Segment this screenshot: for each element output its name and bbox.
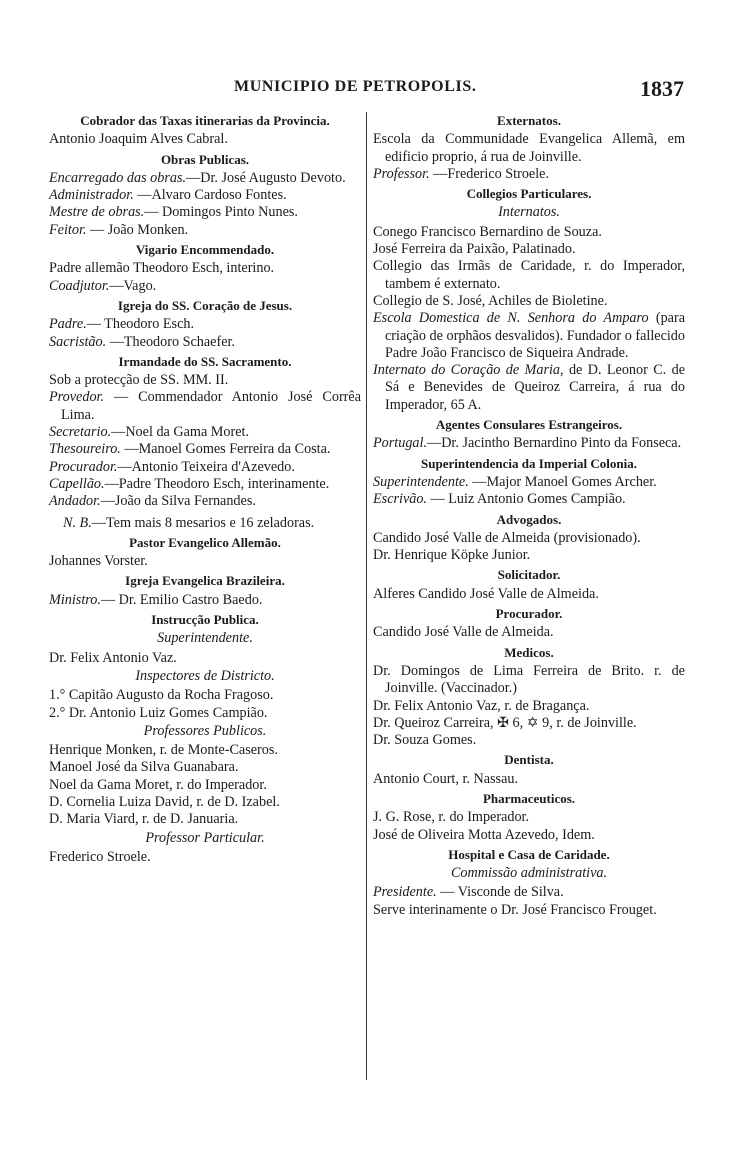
entry-text: D. Maria Viard, r. de D. Januaria. xyxy=(49,811,239,828)
section-heading: Pharmaceuticos. xyxy=(482,790,576,806)
directory-entry xyxy=(49,705,361,722)
section-subheading: Superintendente. xyxy=(157,630,253,647)
entry-text: Frederico Stroele. xyxy=(49,848,151,865)
entry-text: José de Oliveira Motta Azevedo, Idem. xyxy=(373,826,595,843)
directory-entry xyxy=(49,777,361,794)
entry-role: Superintendente. xyxy=(373,473,469,490)
directory-section xyxy=(373,416,685,453)
entry-text: — Visconde de Silva. xyxy=(436,884,564,901)
entry-text: — Domingos Pinto Nunes. xyxy=(144,204,298,221)
entry-text: —Antonio Teixeira d'Azevedo. xyxy=(117,458,295,475)
section-heading: Superintendencia da Imperial Colonia. xyxy=(421,455,637,471)
entry-text: José Ferreira da Paixão, Palatinado. xyxy=(373,241,576,258)
entry-text: Dr. Felix Antonio Vaz, r. de Bragança. xyxy=(373,697,590,714)
entry-text: Candido José Valle de Almeida (provisionado). xyxy=(373,529,641,546)
section-heading: Irmandade do SS. Sacramento. xyxy=(118,353,292,369)
entry-role: Feitor. xyxy=(49,221,87,238)
directory-entry xyxy=(49,493,361,510)
directory-entry xyxy=(49,849,361,866)
directory-section xyxy=(373,790,685,844)
page-header xyxy=(44,76,684,102)
entry-text: D. Cornelia Luiza David, r. de D. Izabel. xyxy=(49,793,280,810)
section-heading: Medicos. xyxy=(504,644,554,660)
directory-entry xyxy=(373,732,685,749)
entry-text: —Frederico Stroele. xyxy=(429,165,549,182)
directory-section xyxy=(49,723,361,829)
section-heading: Dentista. xyxy=(504,752,554,768)
directory-section xyxy=(49,572,361,609)
directory-entry xyxy=(373,474,685,491)
directory-entry xyxy=(373,698,685,715)
directory-entry xyxy=(49,759,361,776)
entry-text: —Alvaro Cardoso Fontes. xyxy=(133,187,287,204)
entry-text: —Major Manoel Gomes Archer. xyxy=(468,473,657,490)
directory-entry xyxy=(373,715,685,732)
note-text: —Tem mais 8 mesarios e 16 zeladoras. xyxy=(91,514,315,531)
entry-text: Collegio das Irmãs de Caridade, r. do Imperador, tambem é externato. xyxy=(373,258,685,292)
directory-section xyxy=(373,605,685,642)
section-heading: Instrucção Publica. xyxy=(151,612,259,628)
entry-text: Dr. Souza Gomes. xyxy=(373,732,477,749)
directory-entry xyxy=(49,811,361,828)
section-subheading: Inspectores de Districto. xyxy=(135,667,275,684)
directory-entry xyxy=(373,362,685,414)
entry-role: Encarregado das obras. xyxy=(49,169,187,186)
directory-entry xyxy=(49,187,361,204)
directory-entry xyxy=(373,771,685,788)
directory-entry xyxy=(373,902,685,919)
directory-entry xyxy=(49,459,361,476)
entry-role: Mestre de obras. xyxy=(49,204,145,221)
section-heading: Igreja do SS. Coração de Jesus. xyxy=(117,297,293,313)
entry-text: —Dr. Jacintho Bernardino Pinto da Fonseca. xyxy=(427,435,682,452)
entry-text: Johannes Vorster. xyxy=(49,553,148,570)
entry-text: J. G. Rose, r. do Imperador. xyxy=(373,809,530,826)
entry-text: 2.° Dr. Antonio Luiz Gomes Campião. xyxy=(49,704,268,721)
entry-text: Noel da Gama Moret, r. do Imperador. xyxy=(49,776,267,793)
page-number: 1837 xyxy=(640,76,684,101)
entry-text: Padre allemão Theodoro Esch, interino. xyxy=(49,260,275,277)
entry-role: Capellão. xyxy=(49,475,105,492)
section-heading: Pastor Evangelico Allemão. xyxy=(129,534,281,550)
directory-entry xyxy=(49,650,361,667)
entry-role: Secretario. xyxy=(49,424,112,441)
directory-section xyxy=(49,241,361,295)
directory-section xyxy=(373,185,685,414)
directory-entry xyxy=(373,491,685,508)
entry-role: Provedor. xyxy=(49,389,105,406)
entry-text: — Commendador Antonio José Corrêa Lima. xyxy=(61,389,361,423)
entry-text: Henrique Monken, r. de Monte-Caseros. xyxy=(49,742,278,759)
entry-text: Alferes Candido José Valle de Almeida. xyxy=(373,585,599,602)
directory-entry xyxy=(49,476,361,493)
entry-text: Escola da Communidade Evangelica Allemã, em edificio proprio, á rua de Joinville. xyxy=(373,131,685,165)
section-subheading: Professores Publicos. xyxy=(143,722,267,739)
entry-role: Escrivão. xyxy=(373,491,427,508)
entry-text: —Padre Theodoro Esch, interinamente. xyxy=(104,475,330,492)
directory-entry xyxy=(373,547,685,564)
column-divider xyxy=(366,112,367,1080)
directory-section xyxy=(373,751,685,788)
directory-entry xyxy=(373,586,685,603)
left-column xyxy=(49,110,361,866)
entry-role: Escola Domestica de N. Senhora do Amparo xyxy=(373,310,649,327)
entry-text: de D. Leonor C. de Sá e Benevides de Queiroz Carreira, á rua do Imperador, 65 A. xyxy=(385,362,685,413)
directory-entry xyxy=(373,241,685,258)
entry-text: —Theodoro Schaefer. xyxy=(106,333,235,350)
entry-text: Conego Francisco Bernardino de Souza. xyxy=(373,223,602,240)
entry-text: Dr. Domingos de Lima Ferreira de Brito. r. de Joinville. (Vaccinador.) xyxy=(373,662,685,697)
directory-entry xyxy=(49,592,361,609)
entry-text: Sob a protecção de SS. MM. II. xyxy=(49,372,229,389)
directory-entry xyxy=(373,293,685,310)
entry-text: Serve interinamente o Dr. José Francisco Frouget. xyxy=(373,901,657,918)
directory-entry xyxy=(49,553,361,570)
directory-entry xyxy=(373,310,685,362)
right-column xyxy=(373,110,685,919)
directory-section xyxy=(373,644,685,750)
entry-text: Antonio Court, r. Nassau. xyxy=(373,770,519,787)
page-title: MUNICIPIO DE PETROPOLIS. xyxy=(234,78,477,95)
directory-section xyxy=(49,611,361,667)
directory-entry xyxy=(373,224,685,241)
directory-entry xyxy=(373,435,685,452)
directory-entry xyxy=(49,334,361,351)
directory-section xyxy=(49,297,361,351)
entry-text: Candido José Valle de Almeida. xyxy=(373,624,554,641)
entry-text: Dr. Queiroz Carreira, ✠ 6, ✡ 9, r. de Joinville. xyxy=(373,714,637,731)
entry-text: — Theodoro Esch. xyxy=(86,316,195,333)
directory-entry xyxy=(373,809,685,826)
directory-section xyxy=(49,668,361,722)
directory-section xyxy=(49,353,361,532)
entry-role: Sacristão. xyxy=(49,333,107,350)
directory-entry xyxy=(373,530,685,547)
directory-section xyxy=(49,830,361,867)
entry-text: 1.° Capitão Augusto da Rocha Fragoso. xyxy=(49,687,274,704)
directory-entry xyxy=(49,278,361,295)
directory-section xyxy=(49,112,361,149)
directory-entry xyxy=(49,372,361,389)
directory-entry xyxy=(49,687,361,704)
section-heading: Procurador. xyxy=(495,606,563,622)
section-note xyxy=(49,515,361,532)
entry-role: Ministro. xyxy=(49,591,101,608)
directory-section xyxy=(373,455,685,509)
directory-entry xyxy=(373,827,685,844)
section-heading: Igreja Evangelica Brazileira. xyxy=(125,573,285,589)
section-heading: Vigario Encommendado. xyxy=(135,242,275,258)
entry-role: Presidente. xyxy=(373,884,437,901)
section-subheading: Internatos. xyxy=(498,204,560,221)
entry-text: —Dr. José Augusto Devoto. xyxy=(186,169,346,186)
entry-role: Procurador. xyxy=(49,458,118,475)
entry-text: —João da Silva Fernandes. xyxy=(100,493,256,510)
section-heading: Cobrador das Taxas itinerarias da Provincia. xyxy=(80,113,330,128)
entry-text: —Noel da Gama Moret. xyxy=(111,424,250,441)
entry-text: —Manoel Gomes Ferreira da Costa. xyxy=(120,441,331,458)
directory-section xyxy=(373,846,685,919)
section-heading: Hospital e Casa de Caridade. xyxy=(448,846,610,862)
entry-text: Collegio de S. José, Achiles de Bioletine. xyxy=(373,292,608,309)
directory-section xyxy=(373,566,685,603)
directory-entry xyxy=(373,166,685,183)
directory-section xyxy=(373,511,685,565)
section-subheading: Commissão administrativa. xyxy=(450,865,608,882)
entry-role: Professor. xyxy=(373,165,430,182)
directory-section xyxy=(49,534,361,571)
entry-text: Manoel José da Silva Guanabara. xyxy=(49,759,239,776)
entry-role: Administrador. xyxy=(49,187,134,204)
section-heading: Advogados. xyxy=(496,511,562,527)
entry-text: (para criação de orphãos desvalidos). Fundador o fallecido Padre João Francisco de Siqueira Andrade. xyxy=(385,310,685,361)
entry-text: — Dr. Emilio Castro Baedo. xyxy=(100,591,263,608)
directory-entry xyxy=(373,131,685,166)
entry-text: Antonio Joaquim Alves Cabral. xyxy=(49,131,228,148)
entry-role: Internato do Coração de Maria, xyxy=(373,362,564,379)
entry-text: Dr. Henrique Köpke Junior. xyxy=(373,547,531,564)
note-label: N. B. xyxy=(63,514,92,531)
entry-role: Portugal. xyxy=(373,435,427,452)
directory-entry xyxy=(49,424,361,441)
directory-entry xyxy=(373,258,685,293)
directory-entry xyxy=(373,624,685,641)
directory-entry xyxy=(373,663,685,698)
section-heading: Collegios Particulares. xyxy=(466,186,592,202)
directory-entry xyxy=(49,170,361,187)
directory-entry xyxy=(49,742,361,759)
entry-text: — João Monken. xyxy=(86,221,189,238)
directory-entry xyxy=(49,441,361,458)
entry-text: Dr. Felix Antonio Vaz. xyxy=(49,649,177,666)
entry-text: — Luiz Antonio Gomes Campião. xyxy=(426,491,626,508)
section-heading: Agentes Consulares Estrangeiros. xyxy=(435,417,623,433)
section-heading: Obras Publicas. xyxy=(160,151,250,167)
directory-section xyxy=(373,112,685,183)
directory-entry xyxy=(49,316,361,333)
directory-entry xyxy=(49,389,361,424)
directory-entry xyxy=(49,131,361,148)
entry-role: Coadjutor. xyxy=(49,277,110,294)
directory-entry xyxy=(49,794,361,811)
directory-section xyxy=(49,151,361,239)
directory-entry xyxy=(373,884,685,901)
section-heading: Solicitador. xyxy=(497,567,561,583)
directory-entry xyxy=(49,222,361,239)
section-heading: Externatos. xyxy=(497,113,561,128)
directory-entry xyxy=(49,260,361,277)
section-subheading: Professor Particular. xyxy=(145,829,265,846)
entry-role: Thesoureiro. xyxy=(49,441,121,458)
entry-text: —Vago. xyxy=(109,277,157,294)
entry-role: Padre. xyxy=(49,316,87,333)
directory-entry xyxy=(49,204,361,221)
entry-role: Andador. xyxy=(49,493,101,510)
